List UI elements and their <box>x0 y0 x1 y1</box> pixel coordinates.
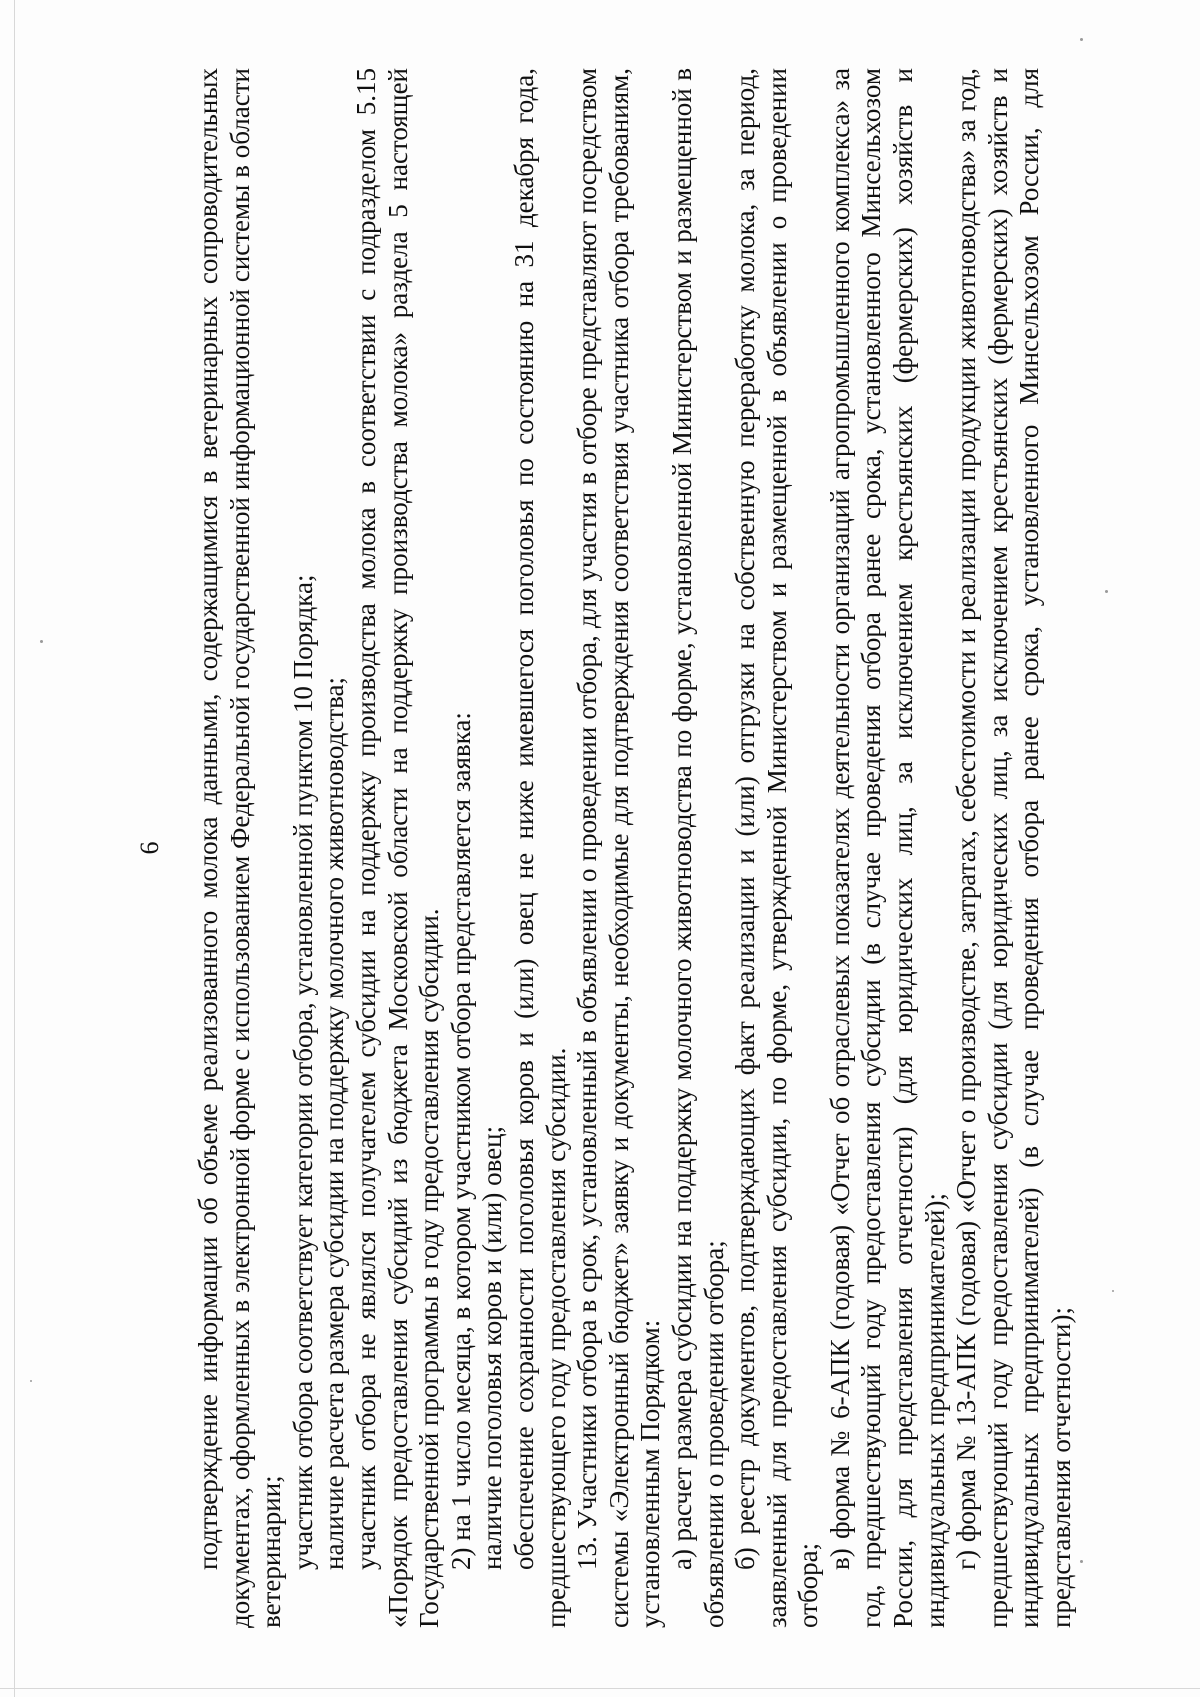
scan-edge-bottom <box>0 1688 1200 1689</box>
scan-speck <box>1105 590 1108 593</box>
paragraph-livestock-preservation: обеспечение сохранности поголовья коров и (или) овец не ниже имевшегося поголовья по состоянию на 31 декабря года, предшествующего году предоставления субсидии. <box>508 68 571 1628</box>
paragraph-item-13: 13. Участники отбора в срок, установленный в объявлении о проведении отбора, для участия в отборе представляют посредством системы «Электронный бюджет» заявку и документы, необходимые для подтверждения соответствия участника отбора требованиям, установленным Порядком: <box>572 68 666 1628</box>
scan-speck <box>1080 38 1083 41</box>
paragraph-livestock-presence: наличие поголовья коров и (или) овец; <box>477 1125 508 1570</box>
scan-edge-left <box>14 0 15 1697</box>
scan-speck <box>30 1380 32 1382</box>
scan-speck <box>40 640 43 643</box>
paragraph-item-a: а) расчет размера субсидии на поддержку молочного животноводства по форме, установленной Министерством и размещенной в объявлении о проведении отбора; <box>666 68 729 1628</box>
paragraph-item-b: б) реестр документов, подтверждающих факт реализации и (или) отгрузки на собственную переработку молока, за период, заявленный для предоставления субсидии, по форме, утвержденной Министерством и размещенной в объявлении о проведении отбора; <box>730 68 824 1628</box>
paragraph-subsidy-calculation: наличие расчета размера субсидии на поддержку молочного животноводства; <box>319 677 350 1570</box>
paragraph-not-recipient: участник отбора не являлся получателем субсидии на поддержку производства молока в соответствии с подразделом 5.15 «Порядок предоставления субсидий из бюджета Московской области на поддержку производства молока» раздела 5 настоящей Государственной программы в году предоставления субсидии. <box>350 68 445 1628</box>
scan-speck <box>1112 1290 1114 1292</box>
rotated-text-page <box>135 68 1077 1628</box>
paragraph-item-g: г) форма № 13-АПК (годовая) «Отчет о производстве, затратах, себестоимости и реализации продукции животноводства» за год, предшествующий году предоставления субсидии (для юридических лиц, за исключением крестьянских (фермерских) хозяйств и индивидуальных предпринимателей) (в случае проведения отбора ранее срока, установленного Минсельхозом России, для представления отчетности); <box>951 68 1077 1628</box>
paragraph-item-v: в) форма № 6-АПК (годовая) «Отчет об отраслевых показателях деятельности организаций агропромышленного комплекса» за год, предшествующий году предоставления субсидии (в случае проведения отбора ранее срока, установленного Минсельхозом России, для представления отчетности) (для юридических лиц, за исключением крестьянских (фермерских) хозяйств и индивидуальных предпринимателей); <box>824 68 950 1628</box>
scan-speck <box>1080 1560 1083 1563</box>
page-number: 6 <box>135 841 164 855</box>
document-body <box>193 68 1078 1628</box>
paragraph-item-2: 2) на 1 число месяца, в котором участником отбора представляется заявка: <box>445 712 476 1570</box>
paragraph-selection-category: участник отбора соответствует категории отбора, установленной пунктом 10 Порядка; <box>287 574 318 1570</box>
paragraph-veterinary-confirmation: подтверждение информации об объеме реализованного молока данными, содержащимися в ветеринарных сопроводительных документах, оформленных в электронной форме с использованием Федеральной государственной информационной системы в области ветеринарии; <box>193 68 287 1628</box>
